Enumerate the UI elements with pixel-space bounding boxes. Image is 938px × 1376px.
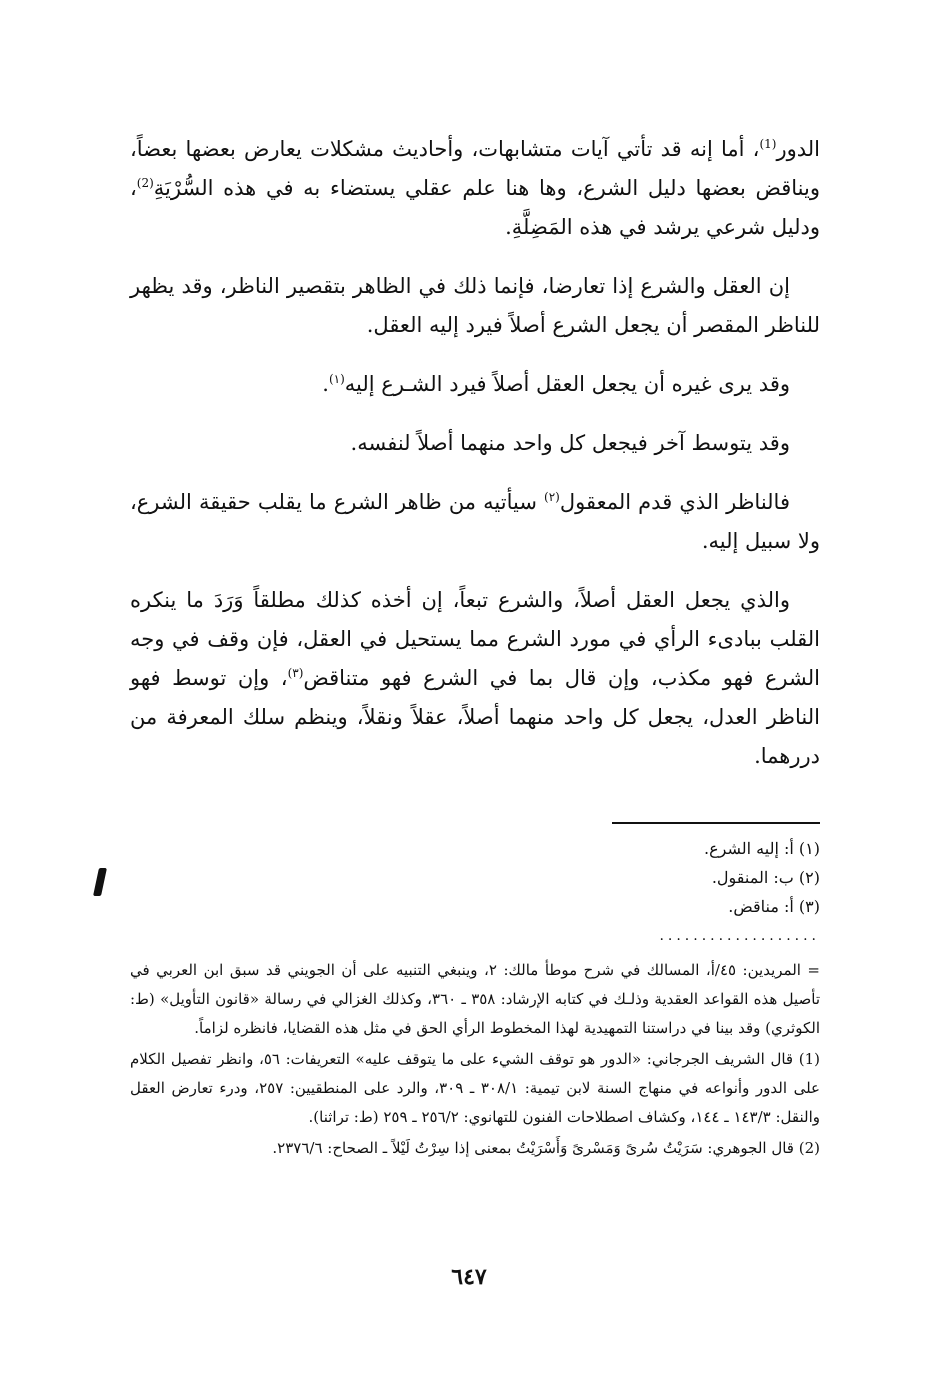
variant-ref-3: (٣) [287, 666, 304, 680]
p6-post: ، وإن توسط فهو الناظر العدل، يجعل كل واحد منهما أصلاً، عقلاً ونقلاً، وينظم سلك المعرفة من دررهما. [130, 666, 820, 768]
variant-note: (٣) أ: مناقض. [728, 897, 820, 916]
paragraph-5 [130, 483, 820, 561]
paragraph-1 [130, 130, 820, 247]
p3-pre: وقد يرى غيره أن يجعل العقل أصلاً فيرد الشـرع إليه [344, 372, 790, 396]
paragraph-3 [130, 365, 820, 404]
variant-notes [300, 834, 820, 921]
variant-ref-1: (١) [328, 372, 345, 386]
footnotes [130, 956, 820, 1165]
p5-post: سيأتيه من ظاهر الشرع ما يقلب حقيقة الشرع، ولا سبيل إليه. [130, 490, 820, 553]
footnote-1: (1) قال الشريف الجرجاني: «الدور هو توقف الشيء على ما يتوقف عليه» التعريفات: ٥٦، وانظر تفصيل الكلام على الدور وأنواعه في منهاج السنة لابن تيمية: ٣٠٨/١ ـ ٣٠٩، والرد على المنطقيين: ٢٥٧، ودرء تعارض العقل والنقل: ١٤٣/٣ ـ ١٤٤، وكشاف اصطلاحات الفنون للتهانوي: ٢٥٦/٢ ـ ٢٥٩ (ط: تراثنا). [130, 1050, 821, 1126]
dotted-separator: ................... [659, 928, 820, 944]
variant-ref-2: (٢) [544, 490, 560, 504]
footnote-continuation: = المريدين: ٤٥/أ، المسالك في شرح موطأ مالك: ٢، وينبغي التنبيه على أن الجويني قد سبق ابن العربي في تأصيل هذه القواعد العقدية وذلـك في كتابه الإرشاد: ٣٥٨ ـ ٣٦٠، وكذلك الغزالي في رسالة «قانون التأويل» (ط: الكوثري) وقد بينا في دراستنا التمهيدية لهذا المخطوط الرأي الحق في مثل هذه القضايا، فانظره لزاماً. [130, 961, 821, 1037]
main-text [130, 130, 820, 796]
footnote-2: (2) قال الجوهري: سَرَيْتُ سُرىً وَمَسْرىً وَأَسْرَيْتُ بمعنى إذا سِرْتُ لَيْلاً ـ الصحاح: ٢٣٧٦/٦. [272, 1139, 820, 1157]
page-number: ٦٤٧ [451, 1264, 487, 1290]
footnote-ref-1: (1) [759, 137, 777, 151]
paragraph-2: إن العقل والشرع إذا تعارضا، فإنما ذلك في الظاهر بتقصير الناظر، وقد يظهر للناظر المقصر أن يجعل الشرع أصلاً فيرد إليه العقل. [130, 274, 820, 337]
paragraph-6 [130, 581, 820, 776]
p1-pre: الدور [776, 137, 820, 161]
paragraph-4: وقد يتوسط آخر فيجعل كل واحد منهما أصلاً لنفسه. [350, 431, 790, 455]
p3-post: . [322, 372, 329, 396]
variant-note: (١) أ: إليه الشرع. [704, 839, 820, 858]
variant-note: (٢) ب: المنقول. [711, 868, 820, 887]
p5-pre: فالناظر الذي قدم المعقول [559, 490, 790, 514]
margin-mark [93, 868, 107, 896]
p1-post: ، ودليل شرعي يرشد في هذه المَضِلَّةِ. [130, 176, 820, 239]
p1-mid: ، أما إنه قد تأتي آيات متشابهات، وأحاديث مشكلات يعارض بعضها بعضاً، ويناقض بعضها دليل الشرع، وها هنا علم عقلي يستضاء به في هذه السُّرْيَةِ [130, 137, 820, 200]
footnote-ref-2: (2) [136, 176, 154, 190]
p6-pre: والذي يجعل العقل أصلاً، والشرع تبعاً، إن أخذه كذلك مطلقاً وَرَدَ ما ينكره القلب ببادىء الرأي في مورد الشرع مما يستحيل في العقل، فإن وقف في وجه الشرع فهو مكذب، وإن قال بما في الشرع فهو متناقض [130, 588, 820, 690]
footnote-separator [612, 822, 820, 824]
